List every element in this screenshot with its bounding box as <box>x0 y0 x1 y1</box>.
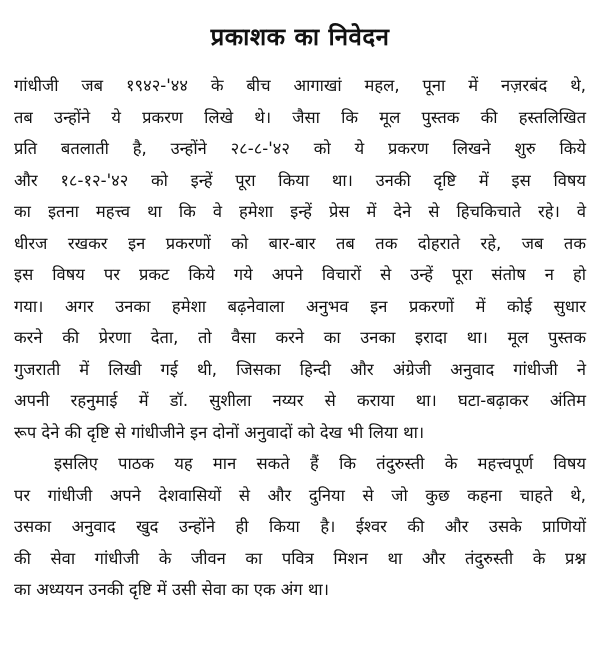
text-line: का अध्ययन उनकी दृष्टि में उसी सेवा का एक अंग था। <box>14 580 329 599</box>
text-line: उसका अनुवाद खुद उन्होंने ही किया है। ईश्वर की और उसके प्राणियों <box>14 517 586 536</box>
text-line: रूप देने की दृष्टि से गांधीजीने इन दोनों अनुवादों को देख भी लिया था। <box>14 422 425 442</box>
text-line: का इतना महत्त्व था कि वे हमेशा इन्हें प्रेस में देने से हिचकिचाते रहे। वे <box>14 202 586 221</box>
text-line: अपनी रहनुमाई में डॉ. सुशीला नय्यर से कराया था। घटा-बढ़ाकर अंतिम <box>14 391 586 410</box>
text-line: और १८-१२-'४२ को इन्हें पूरा किया था। उनकी दृष्टि में इस विषय <box>14 170 586 190</box>
text-line: गांधीजी जब १९४२-'४४ के बीच आगाखां महल, पूना में नज़रबंद थे, <box>14 76 586 95</box>
paragraph-2 <box>14 448 586 606</box>
text-line: प्रति बतलाती है, उन्होंने २८-८-'४२ को ये प्रकरण लिखने शुरु किये <box>14 139 586 158</box>
text-line: इसलिए पाठक यह मान सकते हैं कि तंदुरुस्ती के महत्त्वपूर्ण विषय <box>54 454 586 473</box>
text-line: धीरज रखकर इन प्रकरणों को बार-बार तब तक दोहराते रहे, जब तक <box>14 233 586 253</box>
text-line: पर गांधीजी अपने देशवासियों से और दुनिया से जो कुछ कहना चाहते थे, <box>14 485 586 505</box>
page-title: प्रकाशक का निवेदन <box>210 23 390 51</box>
text-line: करने की प्रेरणा देता, तो वैसा करने का उनका इरादा था। मूल पुस्तक <box>14 328 586 347</box>
text-line: की सेवा गांधीजी के जीवन का पवित्र मिशन था और तंदुरुस्ती के प्रश्न <box>14 548 586 568</box>
text-line: गया। अगर उनका हमेशा बढ़नेवाला अनुभव इन प्रकरणों में कोई सुधार <box>14 296 586 316</box>
text-line: इस विषय पर प्रकट किये गये अपने विचारों से उन्हें पूरा संतोष न हो <box>14 265 586 284</box>
text-line: तब उन्होंने ये प्रकरण लिखे थे। जैसा कि मूल पुस्तक की हस्तलिखित <box>14 107 586 127</box>
paragraph-1 <box>14 70 586 448</box>
text-line: गुजराती में लिखी गई थी, जिसका हिन्दी और अंग्रेजी अनुवाद गांधीजी ने <box>14 359 586 379</box>
